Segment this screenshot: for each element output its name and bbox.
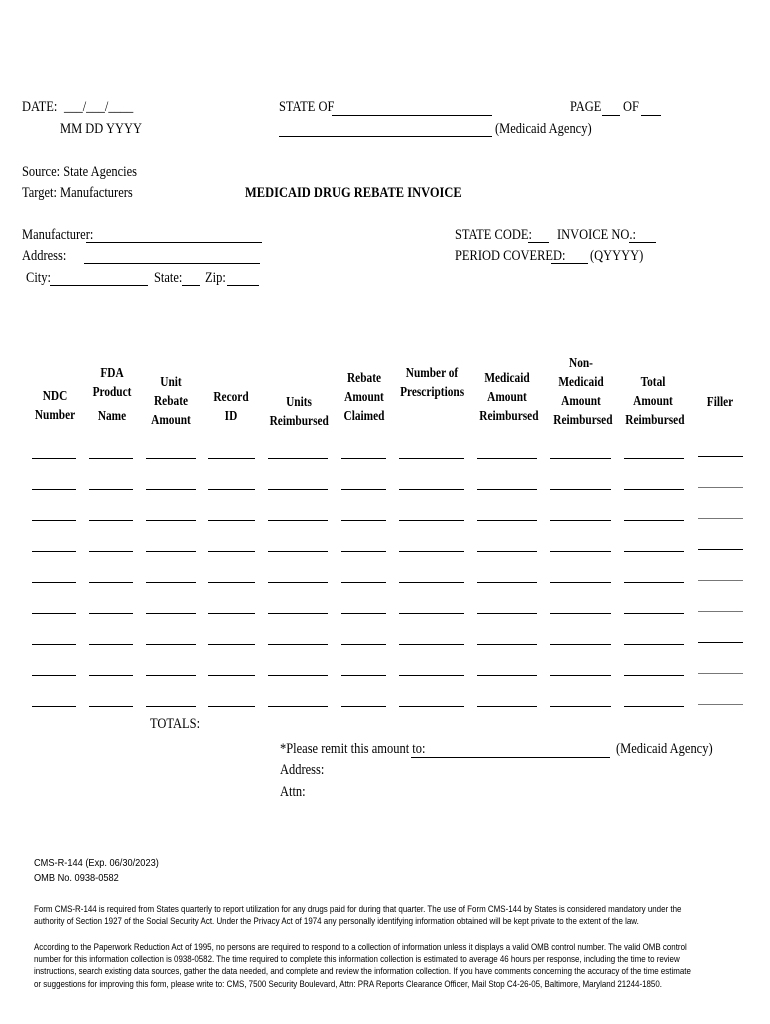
col-header-non-medicaid-amount-reimbursed <box>553 353 613 429</box>
table-cell-line <box>341 706 386 707</box>
header-line: Amount <box>633 393 673 408</box>
col-header-filler <box>699 392 741 411</box>
table-cell-line <box>624 551 684 552</box>
table-cell-line <box>399 489 464 490</box>
header-line: Product <box>92 384 132 399</box>
privacy-statement: Form CMS-R-144 is required from States quarterly to report utilization for any drugs paid for during that quarter. The use of Form CMS-144 by States is considered mandatory under the authority of Section 1927 of the Social Security Act. Under the Privacy Act of 1974 any personally identifying information obtained will be kept private to the extent of the law. <box>34 904 682 927</box>
invoice-title: MEDICAID DRUG REBATE INVOICE <box>245 185 462 201</box>
table-cell-line <box>208 613 255 614</box>
table-cell-line <box>477 458 537 459</box>
table-cell-line <box>624 520 684 521</box>
remit-attn-label: Attn: <box>280 784 306 800</box>
table-cell-line <box>32 458 76 459</box>
filler-cell-line <box>698 673 743 674</box>
col-header-fda-product-name <box>91 363 133 425</box>
header-line: Prescriptions <box>400 384 465 399</box>
table-cell-line <box>550 551 611 552</box>
table-cell-line <box>550 675 611 676</box>
date-label: DATE: <box>22 99 58 115</box>
table-cell-line <box>146 675 196 676</box>
table-cell-line <box>550 582 611 583</box>
source-label: Source: State Agencies <box>22 164 137 180</box>
header-line: Name <box>97 408 127 423</box>
address-label: Address: <box>22 248 67 264</box>
table-cell-line <box>477 706 537 707</box>
state-label: State: <box>154 270 183 286</box>
table-cell-line <box>268 644 328 645</box>
remit-label: *Please remit this amount to: <box>280 741 426 757</box>
city-line <box>50 285 148 286</box>
col-header-total-amount-reimbursed <box>625 372 685 429</box>
date-format-hint: MM DD YYYY <box>60 121 142 137</box>
filler-cell-line <box>698 549 743 550</box>
table-cell-line <box>208 489 255 490</box>
table-cell-line <box>550 644 611 645</box>
table-cell-line <box>399 551 464 552</box>
header-line: Number of <box>405 365 459 380</box>
header-line: Amount <box>561 393 601 408</box>
table-cell-line <box>624 613 684 614</box>
col-header-unit-rebate-amount <box>148 372 193 429</box>
medicaid-agency-label: (Medicaid Agency) <box>495 121 592 137</box>
totals-label: TOTALS: <box>150 716 201 732</box>
table-cell-line <box>89 458 133 459</box>
invoice-no-label: INVOICE NO.: <box>557 227 636 243</box>
header-line: Amount <box>487 389 527 404</box>
header-line: Number <box>34 407 76 422</box>
target-label: Target: Manufacturers <box>22 185 133 201</box>
page-total-line <box>641 115 661 116</box>
omb-number: OMB No. 0938-0582 <box>34 872 119 884</box>
table-cell-line <box>208 458 255 459</box>
table-cell-line <box>89 489 133 490</box>
table-cell-line <box>32 706 76 707</box>
table-cell-line <box>550 458 611 459</box>
table-cell-line <box>341 489 386 490</box>
header-line: Reimbursed <box>479 408 539 423</box>
table-cell-line <box>32 613 76 614</box>
form-id: CMS-R-144 (Exp. 06/30/2023) <box>34 857 159 869</box>
table-cell-line <box>89 706 133 707</box>
page-label: PAGE <box>570 99 602 115</box>
table-cell-line <box>477 582 537 583</box>
invoice-no-line <box>629 242 656 243</box>
table-cell-line <box>146 551 196 552</box>
header-line: Medicaid <box>484 370 530 385</box>
table-cell-line <box>268 551 328 552</box>
city-label: City: <box>26 270 51 286</box>
table-cell-line <box>477 644 537 645</box>
header-line: Record <box>213 389 249 404</box>
table-cell-line <box>341 675 386 676</box>
table-cell-line <box>341 551 386 552</box>
paperwork-reduction-statement: According to the Paperwork Reduction Act of 1995, no persons are required to respond to a collection of information unless it displays a valid OMB control number. The valid OMB control number for this information collection is 0938-0582. The time required to complete this information collection is estimated to average 46 hours per response, including the time to review instructions, search existing data sources, gather the data needed, and complete and review the information collection. If you have comments concerning the accuracy of the time estimate or suggestions for improving this form, please write to: CMS, 7500 Security Boulevard, Attn: PRA Reports Clearance Officer, Mail Stop C4-26-05, Baltimore, Maryland 21244-1850. <box>34 942 691 989</box>
table-cell-line <box>550 520 611 521</box>
state-of-label: STATE OF <box>279 99 335 115</box>
table-cell-line <box>208 644 255 645</box>
col-header-units-reimbursed <box>270 392 329 430</box>
remit-address-label: Address: <box>280 762 325 778</box>
col-header-rebate-amount-claimed <box>341 368 386 425</box>
table-cell-line <box>268 675 328 676</box>
filler-cell-line <box>698 611 743 612</box>
filler-cell-line <box>698 456 743 457</box>
table-cell-line <box>624 706 684 707</box>
header-line: Rebate <box>153 393 189 408</box>
table-cell-line <box>268 458 328 459</box>
table-cell-line <box>89 613 133 614</box>
table-cell-line <box>550 613 611 614</box>
table-cell-line <box>477 520 537 521</box>
header-line: Reimbursed <box>269 413 329 428</box>
table-cell-line <box>624 644 684 645</box>
table-cell-line <box>146 613 196 614</box>
table-cell-line <box>399 582 464 583</box>
filler-cell-line <box>698 518 743 519</box>
page-number-line <box>602 115 620 116</box>
table-cell-line <box>477 489 537 490</box>
table-cell-line <box>477 613 537 614</box>
table-cell-line <box>550 706 611 707</box>
date-blank: ___/___/____ <box>64 99 134 115</box>
address-line <box>84 263 260 264</box>
state-code-line <box>528 242 549 243</box>
state-code-label: STATE CODE: <box>455 227 532 243</box>
table-cell-line <box>89 582 133 583</box>
header-line: Units <box>286 394 312 409</box>
table-cell-line <box>268 489 328 490</box>
table-cell-line <box>208 675 255 676</box>
manufacturer-label: Manufacturer: <box>22 227 94 243</box>
header-line: Filler <box>706 394 734 409</box>
header-line: Claimed <box>343 408 385 423</box>
header-line: Rebate <box>346 370 382 385</box>
header-line: Total <box>640 374 666 389</box>
table-cell-line <box>341 644 386 645</box>
filler-cell-line <box>698 580 743 581</box>
state-of-line <box>332 115 492 116</box>
agency-line <box>279 136 492 137</box>
col-header-ndc-number <box>34 386 76 424</box>
header-line: FDA <box>100 365 124 380</box>
table-cell-line <box>477 675 537 676</box>
table-cell-line <box>550 489 611 490</box>
table-cell-line <box>146 644 196 645</box>
table-cell-line <box>32 489 76 490</box>
filler-cell-line <box>698 704 743 705</box>
header-line: Reimbursed <box>553 412 613 427</box>
header-line: Non- <box>569 355 593 370</box>
header-line: Medicaid <box>558 374 604 389</box>
remit-agency-line <box>411 757 610 758</box>
zip-line <box>227 285 259 286</box>
table-cell-line <box>32 520 76 521</box>
table-cell-line <box>146 458 196 459</box>
table-cell-line <box>341 458 386 459</box>
of-label: OF <box>623 99 639 115</box>
table-cell-line <box>624 582 684 583</box>
table-cell-line <box>341 582 386 583</box>
table-cell-line <box>341 520 386 521</box>
table-cell-line <box>32 551 76 552</box>
table-cell-line <box>146 706 196 707</box>
table-cell-line <box>268 706 328 707</box>
col-header-number-of-prescriptions <box>400 363 464 401</box>
table-cell-line <box>268 613 328 614</box>
table-cell-line <box>208 706 255 707</box>
col-header-record-id <box>210 387 252 425</box>
table-cell-line <box>89 675 133 676</box>
table-cell-line <box>146 582 196 583</box>
table-cell-line <box>399 644 464 645</box>
header-line: Amount <box>151 412 191 427</box>
table-cell-line <box>208 520 255 521</box>
table-cell-line <box>399 520 464 521</box>
table-cell-line <box>399 458 464 459</box>
table-cell-line <box>624 489 684 490</box>
table-cell-line <box>268 520 328 521</box>
table-cell-line <box>146 520 196 521</box>
header-line: NDC <box>42 388 68 403</box>
header-line: Unit <box>160 374 182 389</box>
header-line: ID <box>224 408 238 423</box>
col-header-medicaid-amount-reimbursed <box>479 368 539 425</box>
header-line: Reimbursed <box>625 412 685 427</box>
header-line: Amount <box>344 389 384 404</box>
table-cell-line <box>624 675 684 676</box>
table-cell-line <box>89 551 133 552</box>
table-cell-line <box>32 644 76 645</box>
table-cell-line <box>89 644 133 645</box>
table-cell-line <box>208 582 255 583</box>
period-covered-label: PERIOD COVERED: <box>455 248 566 264</box>
table-cell-line <box>89 520 133 521</box>
table-cell-line <box>399 613 464 614</box>
filler-cell-line <box>698 487 743 488</box>
table-cell-line <box>399 675 464 676</box>
table-cell-line <box>624 458 684 459</box>
period-format-hint: (QYYYY) <box>590 248 644 264</box>
table-cell-line <box>341 613 386 614</box>
table-cell-line <box>208 551 255 552</box>
period-covered-line <box>551 263 588 264</box>
table-cell-line <box>399 706 464 707</box>
remit-agency-label: (Medicaid Agency) <box>616 741 713 757</box>
manufacturer-line <box>86 242 262 243</box>
state-line <box>182 285 200 286</box>
table-cell-line <box>32 675 76 676</box>
table-cell-line <box>268 582 328 583</box>
filler-cell-line <box>698 642 743 643</box>
table-cell-line <box>146 489 196 490</box>
table-cell-line <box>32 582 76 583</box>
zip-label: Zip: <box>205 270 226 286</box>
table-cell-line <box>477 551 537 552</box>
